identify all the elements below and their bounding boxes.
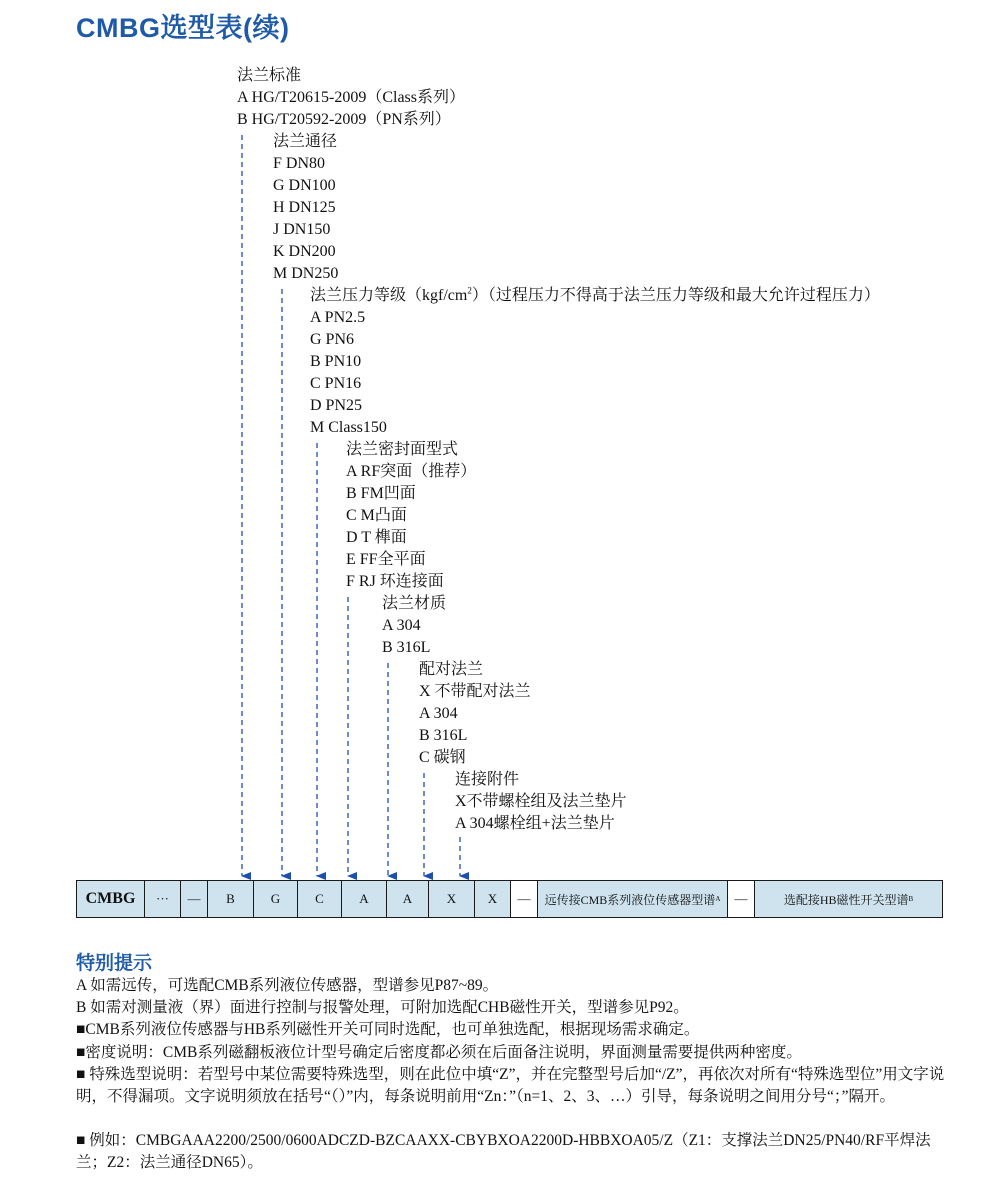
code-cell-ellipsis: ··· — [145, 881, 181, 917]
option-item: A 304 — [419, 705, 458, 722]
code-cell-flange-standard: B — [208, 881, 254, 917]
code-cell-dash: — — [181, 881, 208, 917]
code-cell-flange-material: A — [387, 881, 429, 917]
group-heading: 法兰密封面型式 — [346, 441, 459, 458]
note-item: B 如需对测量液（界）面进行控制与报警处理，可附加选配CHB磁性开关，型谱参见P92。 — [76, 999, 689, 1016]
group-heading: 连接附件 — [455, 771, 520, 788]
code-cell-dash: — — [728, 881, 755, 917]
code-cell-flange-bore: G — [254, 881, 298, 917]
note-item: A 如需远传，可选配CMB系列液位传感器，型谱参见P87~89。 — [76, 977, 499, 994]
code-cell-remote-sensor: 远传接CMB系列液位传感器型谱 A — [538, 881, 728, 917]
note-item: ■ 例如：CMBGAAA2200/2500/0600ADCZD-BZCAAXX-CBYBXOA2200D-HBBXOA05/Z（Z1：支撑法兰DN25/PN40/RF平焊法兰；Z2：法兰通径DN65）。 — [76, 1132, 931, 1171]
group-heading: 法兰压力等级$(kgf/cm^2)$（过程压力不得高于法兰压力等级和最大允许过程压力） — [310, 285, 880, 304]
code-cell-flange-pressure: C — [298, 881, 342, 917]
option-item: C 碳钢 — [419, 749, 466, 766]
note-item: ■ 特殊选型说明：若型号中某位需要特殊选型，则在此位中填“Z”，并在完整型号后加“/Z”，再依次对所有“特殊选型位”用文字说明，不得漏项。文字说明须放在括号“（）”内，每条说明前用“Zn：”（n=1、2、3、…）引导，每条说明之间用分号“；”隔开。 — [76, 1066, 945, 1105]
code-cell-dash: — — [511, 881, 538, 917]
option-item: B 316L — [382, 639, 431, 656]
option-item: A PN2.5 — [310, 309, 366, 326]
model-code-row — [76, 880, 943, 918]
option-item: M DN250 — [273, 265, 339, 282]
option-item: H DN125 — [273, 199, 336, 216]
group-heading: 配对法兰 — [419, 661, 484, 678]
group-heading: 法兰标准 — [237, 67, 302, 84]
option-item: X 不带配对法兰 — [419, 683, 531, 700]
option-item: A HG/T20615-2009（Class系列） — [237, 89, 466, 106]
code-cell-prefix: CMBG — [77, 881, 145, 917]
code-cell-mating-flange: X — [429, 881, 475, 917]
code-cell-accessories: X — [475, 881, 511, 917]
option-item: B 316L — [419, 727, 468, 744]
note-item: ■密度说明：CMB系列磁翻板液位计型号确定后密度都必须在后面备注说明，界面测量需要提供两种密度。 — [76, 1044, 802, 1061]
option-item: A RF突面（推荐） — [346, 463, 477, 480]
option-item: B HG/T20592-2009（PN系列） — [237, 111, 451, 128]
option-item: F RJ 环连接面 — [346, 573, 444, 590]
option-item: X不带螺栓组及法兰垫片 — [455, 793, 627, 810]
option-item: G PN6 — [310, 331, 355, 348]
option-item: D PN25 — [310, 397, 363, 414]
option-item: B PN10 — [310, 353, 362, 370]
option-item: J DN150 — [273, 221, 331, 238]
option-item: B FM凹面 — [346, 485, 416, 502]
note-item: ■CMB系列液位传感器与HB系列磁性开关可同时选配，也可单独选配，根据现场需求确定。 — [76, 1021, 700, 1038]
code-cell-flange-face: A — [342, 881, 387, 917]
group-heading: 法兰材质 — [382, 595, 447, 612]
option-item: A 304 — [382, 617, 421, 634]
option-item: F DN80 — [273, 155, 326, 172]
page-title: CMBG选型表(续) — [76, 13, 290, 43]
option-item: A 304螺栓组+法兰垫片 — [455, 815, 615, 832]
option-item: C M凸面 — [346, 507, 407, 524]
option-item: D T 榫面 — [346, 529, 407, 546]
code-cell-magnetic-switch: 选配接HB磁性开关型谱 B — [755, 881, 942, 917]
notes-title: 特别提示 — [76, 953, 153, 974]
group-heading: 法兰通径 — [273, 133, 338, 150]
option-item: M Class150 — [310, 419, 387, 436]
option-item: C PN16 — [310, 375, 362, 392]
option-item: K DN200 — [273, 243, 336, 260]
option-item: G DN100 — [273, 177, 336, 194]
option-item: E FF全平面 — [346, 551, 426, 568]
